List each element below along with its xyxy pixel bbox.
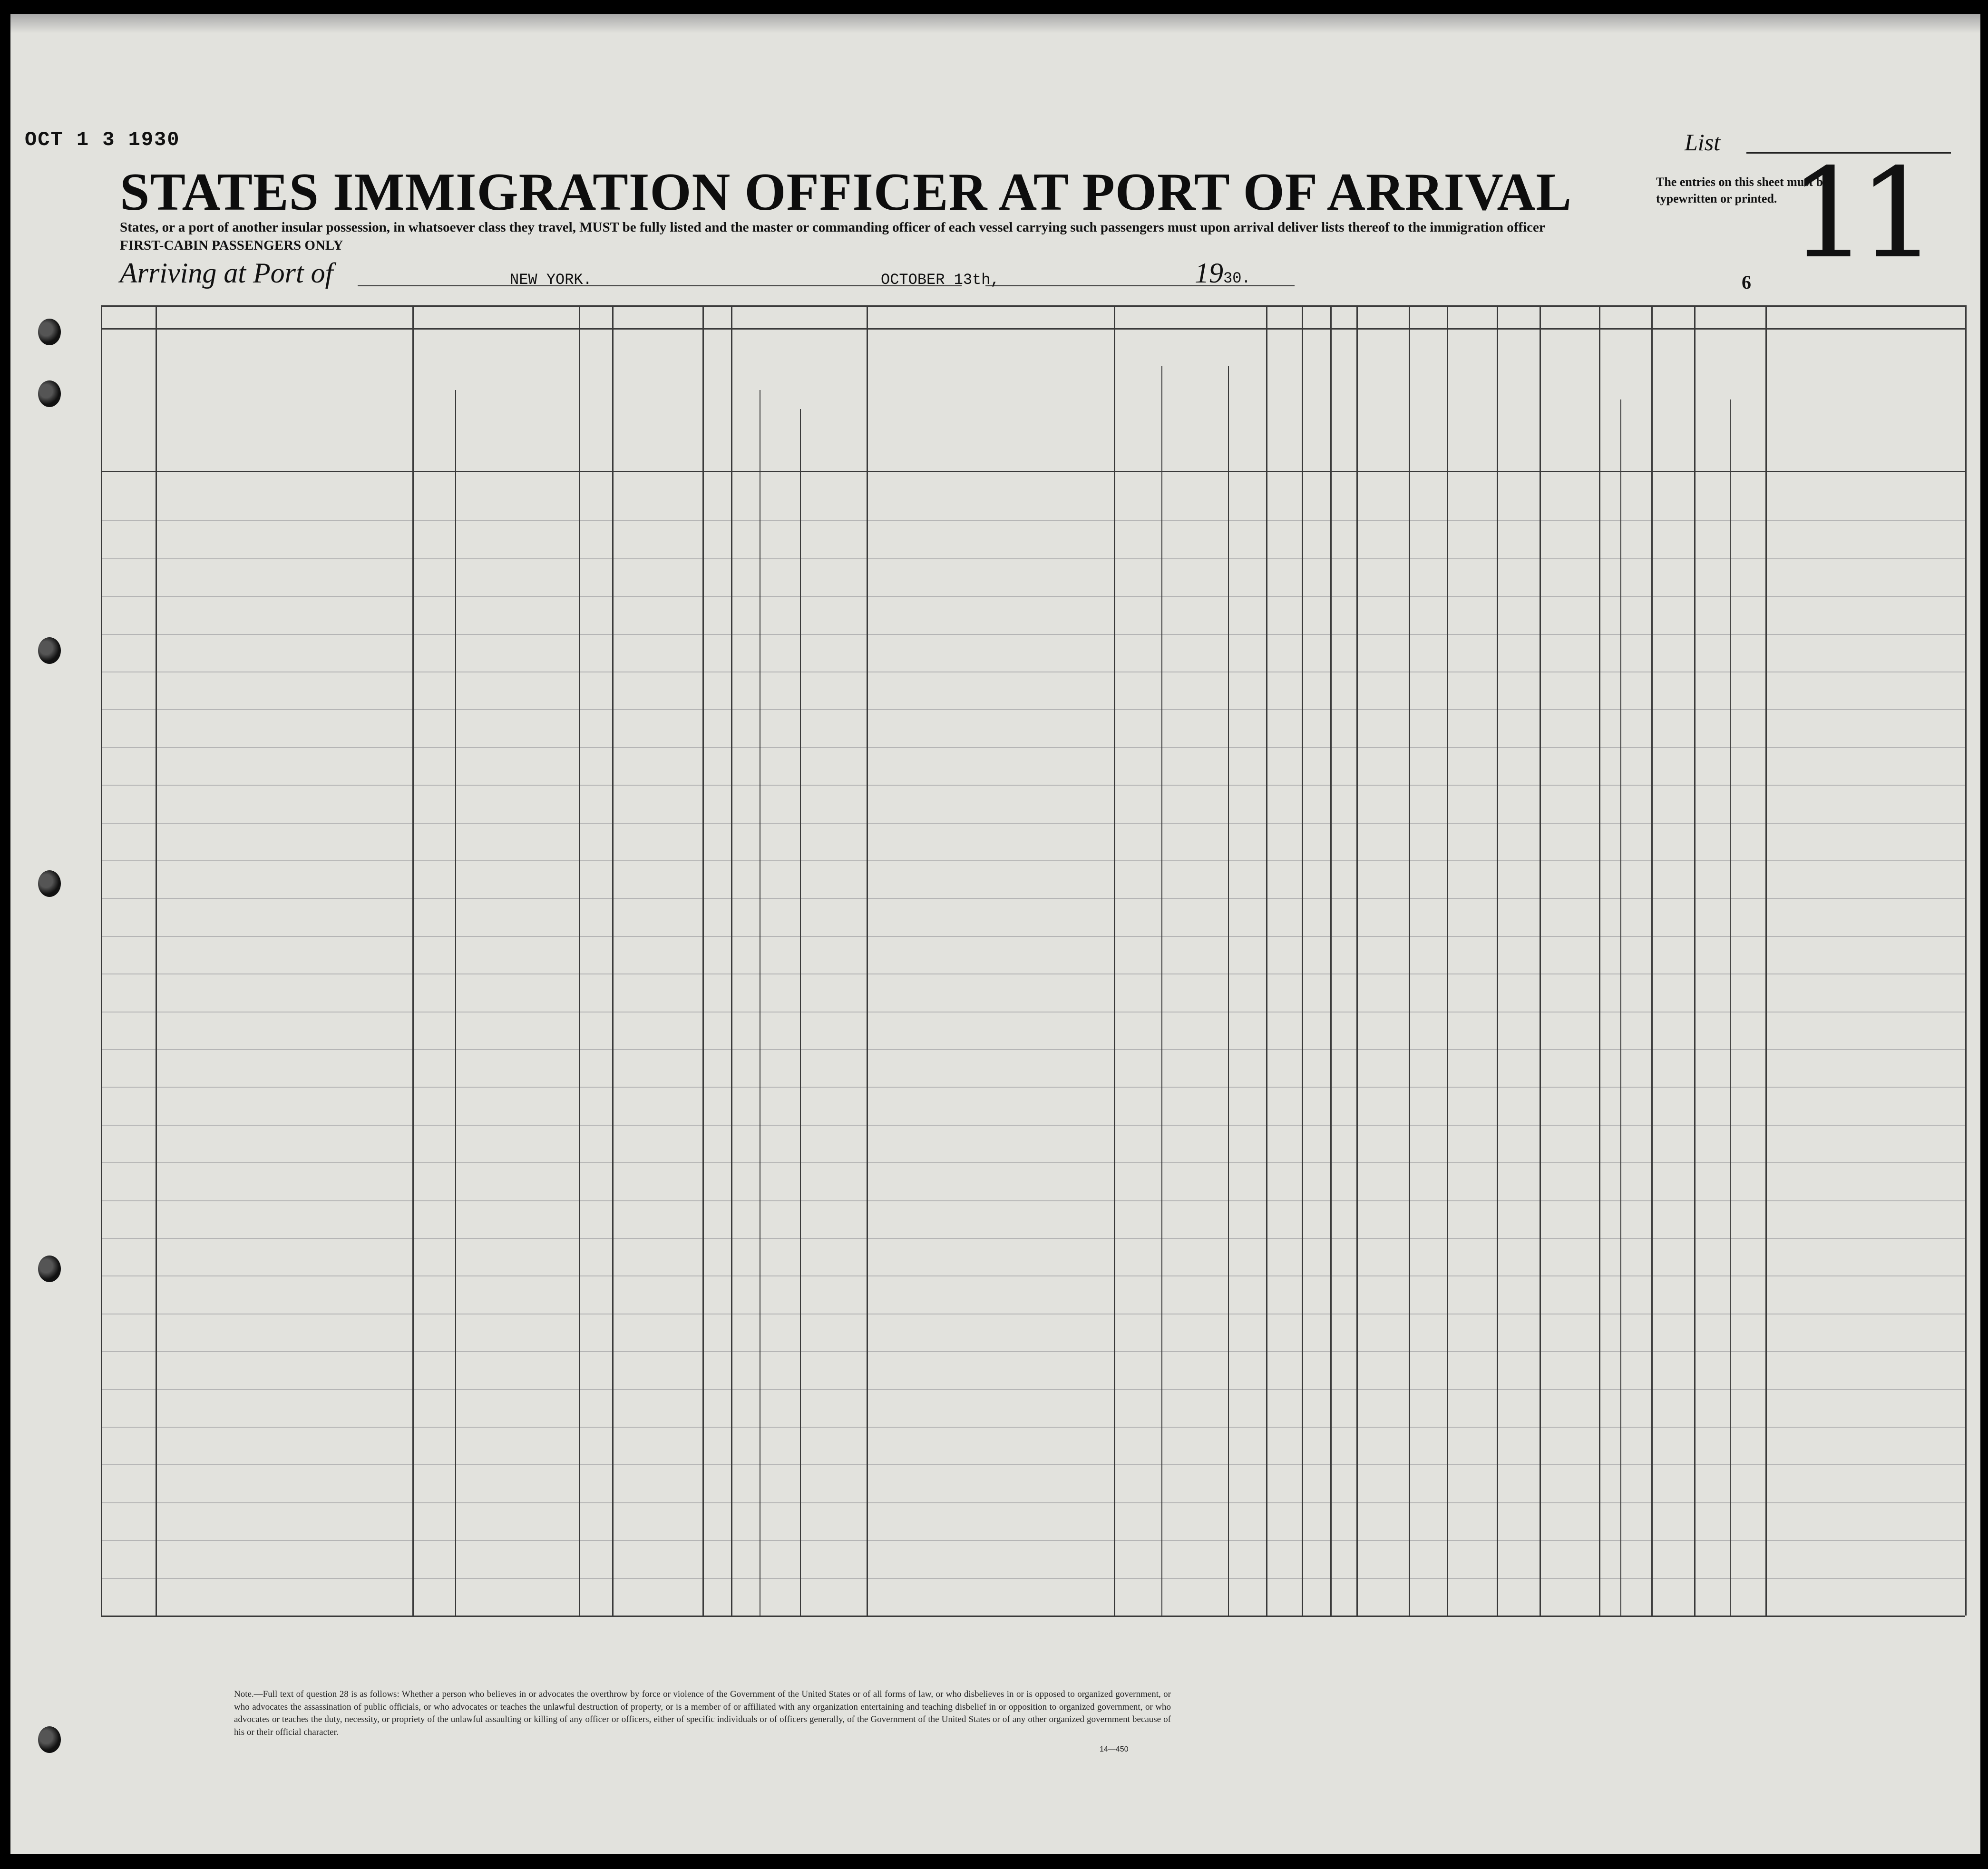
header-prison <box>1269 338 1299 466</box>
column-rule <box>1409 305 1410 1616</box>
row-divider <box>101 520 1965 521</box>
header-complexion <box>1653 409 1692 438</box>
column-rule <box>101 305 102 1616</box>
row-divider <box>101 1049 1965 1050</box>
row-divider <box>101 973 1965 974</box>
header-relative <box>157 392 410 440</box>
date-stamp: OCT 1 3 1930 <box>25 128 180 151</box>
row-divider <box>101 709 1965 710</box>
header-paid-sub <box>614 388 701 459</box>
punch-hole <box>38 319 61 345</box>
header-color-of <box>1696 366 1764 380</box>
port-label: Arriving at Port of <box>120 257 333 289</box>
header-purpose-length <box>1164 366 1225 466</box>
column-rule <box>1965 305 1967 1616</box>
header-height <box>1601 366 1649 380</box>
column-rule-thin <box>1161 366 1162 1616</box>
header-yes-no <box>733 414 758 442</box>
header-marks <box>1767 404 1963 419</box>
row-divider <box>101 1464 1965 1465</box>
punch-hole <box>38 637 61 664</box>
column-rule <box>156 305 157 1616</box>
row-divider <box>101 1351 1965 1352</box>
row-divider <box>101 634 1965 635</box>
header-hair <box>1696 428 1728 442</box>
header-deformed <box>1541 371 1597 442</box>
port-year <box>1195 257 1251 290</box>
header-deported <box>1450 338 1494 466</box>
table-top-rule <box>101 305 1965 307</box>
row-divider <box>101 558 1965 559</box>
row-divider <box>101 936 1965 937</box>
column-rule <box>867 305 868 1616</box>
header-anarchist <box>1333 338 1354 466</box>
header-if-yes <box>761 395 865 409</box>
punch-hole <box>38 1726 61 1753</box>
row-divider <box>101 1427 1965 1428</box>
column-rule <box>1447 305 1448 1616</box>
typewritten-note: The entries on this sheet must be typewritten or printed. <box>1656 175 1829 206</box>
punch-hole <box>38 1256 61 1282</box>
column-rule <box>1266 305 1267 1616</box>
header-polygamist <box>1305 338 1327 466</box>
row-divider <box>101 1540 1965 1541</box>
row-divider <box>101 1125 1965 1126</box>
form-number: 14—450 <box>1100 1745 1129 1753</box>
column-rule <box>1651 305 1653 1616</box>
port-city: NEW YORK. <box>510 271 592 289</box>
class-line: FIRST-CABIN PASSENGERS ONLY <box>120 238 343 253</box>
header-year-period <box>761 423 798 461</box>
column-rule <box>702 305 704 1616</box>
header-final-dest-sub <box>414 364 577 376</box>
column-rule-thin <box>455 390 456 1616</box>
column-rule-thin <box>800 409 801 1616</box>
column-rule <box>1114 305 1115 1616</box>
header-number-rule <box>101 328 1965 330</box>
port-underline <box>358 285 962 286</box>
column-rule <box>579 305 580 1616</box>
header-final-destination <box>414 347 577 361</box>
row-divider <box>101 1502 1965 1503</box>
header-purpose <box>1116 342 1264 354</box>
row-divider <box>101 747 1965 748</box>
column-rule <box>1356 305 1358 1616</box>
list-label: List <box>1685 129 1721 156</box>
row-divider <box>101 898 1965 899</box>
header-no-on-list <box>103 390 154 428</box>
header-fifty <box>705 338 728 466</box>
row-divider <box>101 1087 1965 1088</box>
year-suffix: 30. <box>1223 270 1251 287</box>
arrival-port-row <box>120 257 1927 293</box>
column-rule-thin <box>1730 399 1731 1616</box>
row-divider <box>101 1275 1965 1276</box>
page-number: 6 <box>1742 272 1751 293</box>
row-divider <box>101 823 1965 824</box>
column-rule-thin <box>1228 366 1229 1616</box>
header-condition <box>1499 371 1538 442</box>
column-rule <box>1497 305 1498 1616</box>
table-bottom-rule <box>101 1616 1965 1617</box>
header-paid <box>614 342 701 385</box>
row-divider <box>101 596 1965 597</box>
column-rule <box>1330 305 1332 1616</box>
row-divider <box>101 1389 1965 1390</box>
column-rule <box>1765 305 1767 1616</box>
header-where <box>802 433 865 447</box>
row-divider <box>101 785 1965 786</box>
header-state <box>414 423 453 438</box>
punch-hole <box>38 870 61 897</box>
column-rule <box>612 305 614 1616</box>
header-joining <box>868 385 1112 442</box>
header-ticket <box>582 338 609 466</box>
row-divider <box>101 1200 1965 1201</box>
header-before <box>733 342 865 385</box>
row-divider <box>101 1238 1965 1239</box>
row-divider <box>101 1578 1965 1579</box>
page-title: STATES IMMIGRATION OFFICER AT PORT OF ARRIVAL <box>120 163 1572 222</box>
instructions: States, or a port of another insular possession, in whatsoever class they travel, MUST be fully listed and the master or commanding officer of each vessel carrying such passengers must upon arrival deliver lists thereof to the immigration officer <box>120 220 1545 235</box>
column-rule <box>412 305 414 1616</box>
punch-hole <box>38 380 61 407</box>
column-rule <box>1694 305 1696 1616</box>
header-city <box>457 423 577 438</box>
column-rule <box>1540 305 1541 1616</box>
header-purpose-citizen <box>1231 366 1263 466</box>
header-feet <box>1601 423 1618 438</box>
year-prefix: 19 <box>1195 257 1223 289</box>
header-purpose-return <box>1117 366 1159 466</box>
header-eyes <box>1732 428 1764 442</box>
column-rule <box>731 305 732 1616</box>
row-divider <box>101 1162 1965 1163</box>
manifest-sheet <box>10 14 1980 1854</box>
footnote: Note.—Full text of question 28 is as follows: Whether a person who believes in or advocates the overthrow by force or violence of the Government of the United States or of all forms of law, or who disbelieves in or is opposed to organized government, or who advocates the assassination of public officials, or who advocates or teaches the unlawful destruction of property, or is a member of or affiliated with any organization entertaining and teaching disbelief in or opposition to organized government, or who advocates or teaches the duty, necessity, or propriety of the unlawful assaulting or killing of any officer or officers, either of specific individuals or of officers generally, of the Government of the United States or of any other organized government because of his or their official character. <box>234 1689 1171 1737</box>
row-divider <box>101 860 1965 861</box>
header-inches <box>1622 423 1649 438</box>
header-overthrow <box>1359 338 1406 466</box>
header-organization <box>1412 338 1444 466</box>
header-bottom-rule <box>101 471 1965 472</box>
list-number: 11 <box>1789 142 1928 286</box>
column-rule <box>1599 305 1600 1616</box>
column-rule <box>1302 305 1303 1616</box>
sheet-edge <box>10 14 1980 33</box>
port-date: OCTOBER 13th, <box>881 271 1000 289</box>
column-rule-thin <box>1620 399 1621 1616</box>
